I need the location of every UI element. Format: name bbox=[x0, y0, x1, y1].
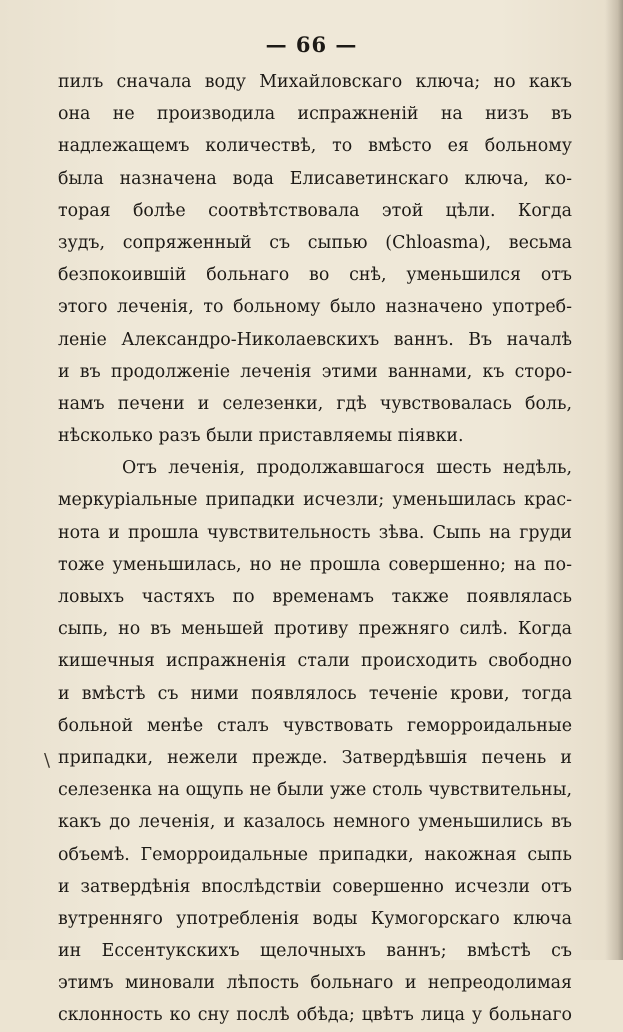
text-line-20: и вмѣстѣ съ ними появлялось теченіе крови, тогда bbox=[58, 683, 572, 704]
text-line-26: и затвердѣнія впослѣдствіи совершенно исчезли отъ bbox=[58, 876, 572, 897]
text-line-27: вутренняго употребленія воды Кумогорскаго ключа bbox=[58, 908, 572, 929]
text-line-6: зудъ, сопряженный съ сыпью (Chloasma), весьма bbox=[58, 232, 572, 253]
text-line-14: меркуріальные припадки исчезли; уменьшилась крас- bbox=[58, 490, 572, 511]
text-line-10: и въ продолженіе леченія этими ваннами, къ сторо- bbox=[58, 361, 572, 382]
text-line-16: тоже уменьшилась, но не прошла совершенно; на по- bbox=[58, 554, 572, 575]
text-line-4: была назначена вода Елисаветинскаго ключа, ко- bbox=[58, 168, 572, 189]
text-line-2: она не производила испражненій на низъ въ bbox=[58, 104, 572, 125]
text-line-8: этого леченія, то больному было назначено употреб- bbox=[58, 297, 572, 318]
text-line-25: объемѣ. Геморроидальные припадки, накожная сыпь bbox=[58, 844, 572, 865]
text-line-3: надлежащемъ количествѣ, то вмѣсто ея больному bbox=[58, 136, 572, 157]
text-line-13: Отъ леченія, продолжавшагося шесть недѣль, bbox=[122, 458, 572, 479]
text-line-28: ин Ессентукскихъ щелочныхъ ваннъ; вмѣстѣ съ bbox=[58, 941, 572, 962]
text-line-15: нота и прошла чувствительность зѣва. Сыпь на груди bbox=[58, 522, 572, 543]
text-line-7: безпокоившій больнаго во снѣ, уменьшился отъ bbox=[58, 265, 572, 286]
text-line-17: ловыхъ частяхъ по временамъ также появлялась bbox=[58, 587, 572, 607]
text-line-29: этимъ миновали лѣпость больнаго и непреодолимая bbox=[58, 973, 572, 994]
text-line-22: припадки, нежели прежде. Затвердѣвшія печень и bbox=[58, 747, 572, 768]
text-line-18: сыпь, но въ меньшей противу прежняго силѣ. Когда bbox=[58, 619, 572, 640]
text-line-21: больной менѣе сталъ чувствовать геморроидальные bbox=[58, 715, 572, 736]
text-line-1: пилъ сначала воду Михайловскаго ключа; но какъ bbox=[58, 72, 572, 92]
page-gutter-shadow bbox=[605, 0, 623, 960]
text-line-11: намъ печени и селезенки, гдѣ чувствовалась боль, bbox=[58, 393, 572, 414]
text-line-19: кишечныя испражненія стали происходить свободно bbox=[58, 651, 572, 672]
text-line-30: склонность ко сну послѣ обѣда; цвѣтъ лица у больнаго bbox=[58, 1005, 572, 1026]
text-line-12: нѣсколько разъ были приставляемы піявки. bbox=[58, 426, 464, 447]
page-header: — 66 — bbox=[265, 32, 358, 57]
body-text bbox=[58, 66, 572, 1032]
margin-pencil-mark: \ bbox=[44, 750, 51, 771]
text-line-5: торая болѣе соотвѣтствовала этой цѣли. Когда bbox=[58, 200, 572, 221]
text-line-24: какъ до леченія, и казалось немного уменьшились въ bbox=[58, 812, 572, 833]
text-line-23: селезенка на ощупь не были уже столь чувствительны, bbox=[58, 780, 572, 801]
text-line-9: леніе Александро-Николаевскихъ ваннъ. Въ началѣ bbox=[58, 329, 572, 350]
